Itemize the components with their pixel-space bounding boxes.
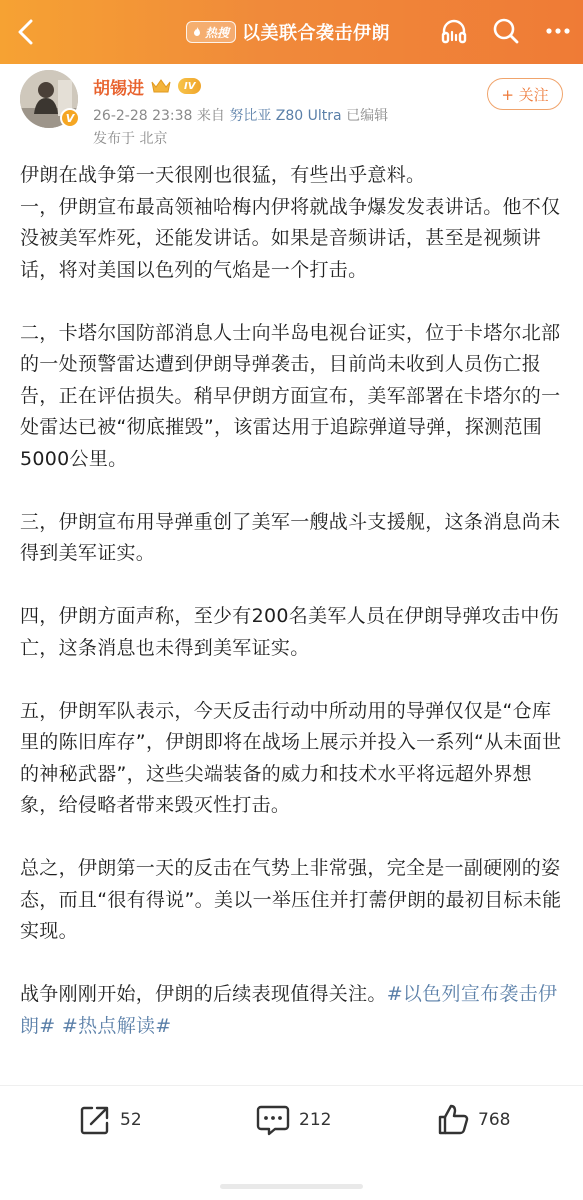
paragraph: 总之，伊朗第一天的反击在气势上非常强，完全是一副硬刚的姿态，而且“很有得说”。美以一举压住并打薷伊朗的最初目标未能实现。 bbox=[20, 857, 562, 942]
author-name[interactable]: 胡锡进 bbox=[93, 78, 144, 99]
more-button[interactable] bbox=[541, 14, 575, 48]
home-indicator bbox=[220, 1184, 363, 1189]
listen-icon bbox=[439, 16, 469, 46]
hashtag-link[interactable]: #热点解读# bbox=[61, 1014, 172, 1037]
share-count: 52 bbox=[120, 1110, 142, 1130]
hot-search-tag bbox=[186, 21, 236, 43]
flame-icon bbox=[191, 26, 203, 38]
edited-label[interactable]: 已编辑 bbox=[346, 108, 389, 124]
comment-button[interactable] bbox=[255, 1098, 331, 1142]
author-row bbox=[93, 73, 201, 99]
back-button[interactable] bbox=[10, 16, 42, 48]
post-meta bbox=[93, 105, 388, 125]
paragraph: 二，卡塔尔国防部消息人士向半岛电视台证实，位于卡塔尔北部的一处预警雷达遭到伊朗导弹袭击，目前尚未收到人员伤亡报告，正在评估损失。稍早伊朗方面宣布，美军部署在卡塔尔的一处雷达已被“彻底摧毁”，该雷达用于追踪弹道导弹，探测范围5000公里。 bbox=[20, 321, 561, 470]
top-actions bbox=[437, 14, 575, 48]
search-button[interactable] bbox=[489, 14, 523, 48]
paragraph: 五，伊朗军队表示，今天反击行动中所动用的导弹仅仅是“仓库里的陈旧库存”，伊朗即将在战场上展示并投入一系列“从未面世的神秘武器”，这些尖端装备的威力和技术水平将远超外界想象，给侵略者带来毁灭性打击。 bbox=[20, 699, 562, 816]
paragraph: 三，伊朗宣布用导弹重创了美军一艘战斗支援舰，这条消息尚未得到美军证实。 bbox=[20, 510, 561, 564]
hot-tag-label: 热搜 bbox=[205, 25, 230, 40]
share-icon bbox=[78, 1103, 112, 1137]
comment-icon bbox=[255, 1103, 291, 1137]
post-body bbox=[20, 160, 565, 1042]
action-bar bbox=[0, 1098, 583, 1142]
paragraph: 一，伊朗宣布最高领袖哈梅内伊将就战争爆发发表讲话。他不仅没被美军炸死，还能发讲话。如果是音频讲话，甚至是视频讲话，将对美国以色列的气焰是一个打击。 bbox=[20, 195, 561, 281]
like-icon bbox=[436, 1103, 470, 1137]
post-timestamp: 26-2-28 23:38 bbox=[93, 108, 193, 124]
listen-button[interactable] bbox=[437, 14, 471, 48]
like-button[interactable] bbox=[436, 1098, 510, 1142]
search-icon bbox=[491, 16, 521, 46]
follow-button[interactable]: + 关注 bbox=[487, 78, 563, 110]
comment-count: 212 bbox=[299, 1110, 332, 1130]
divider bbox=[0, 1085, 583, 1086]
post-location: 发布于 北京 bbox=[93, 131, 168, 147]
share-button[interactable] bbox=[78, 1098, 142, 1142]
device-link[interactable]: 努比亚 Z80 Ultra bbox=[229, 108, 342, 124]
paragraph: 四，伊朗方面声称，至少有200名美军人员在伊朗导弹攻击中伤亡，这条消息也未得到美军证实。 bbox=[20, 605, 559, 659]
back-icon bbox=[16, 19, 36, 45]
topic-title-area[interactable] bbox=[186, 16, 390, 48]
verified-badge: V bbox=[60, 108, 80, 128]
top-bar bbox=[0, 0, 583, 64]
page-title: 以美联合袭击伊朗 bbox=[242, 23, 391, 44]
like-count: 768 bbox=[478, 1110, 511, 1130]
hashtag-link[interactable]: #以色列宣布袭击伊朗# bbox=[20, 983, 558, 1037]
member-level-badge: IV bbox=[178, 78, 201, 94]
crown-icon bbox=[150, 78, 172, 94]
closing-paragraph bbox=[20, 979, 565, 1042]
closing-text: 战争刚刚开始，伊朗的后续表现值得关注。 bbox=[20, 983, 387, 1005]
paragraph: 伊朗在战争第一天很刚也很猛，有些出乎意料。 bbox=[20, 164, 426, 186]
more-icon bbox=[543, 16, 573, 46]
source-prefix: 来自 bbox=[196, 108, 225, 124]
